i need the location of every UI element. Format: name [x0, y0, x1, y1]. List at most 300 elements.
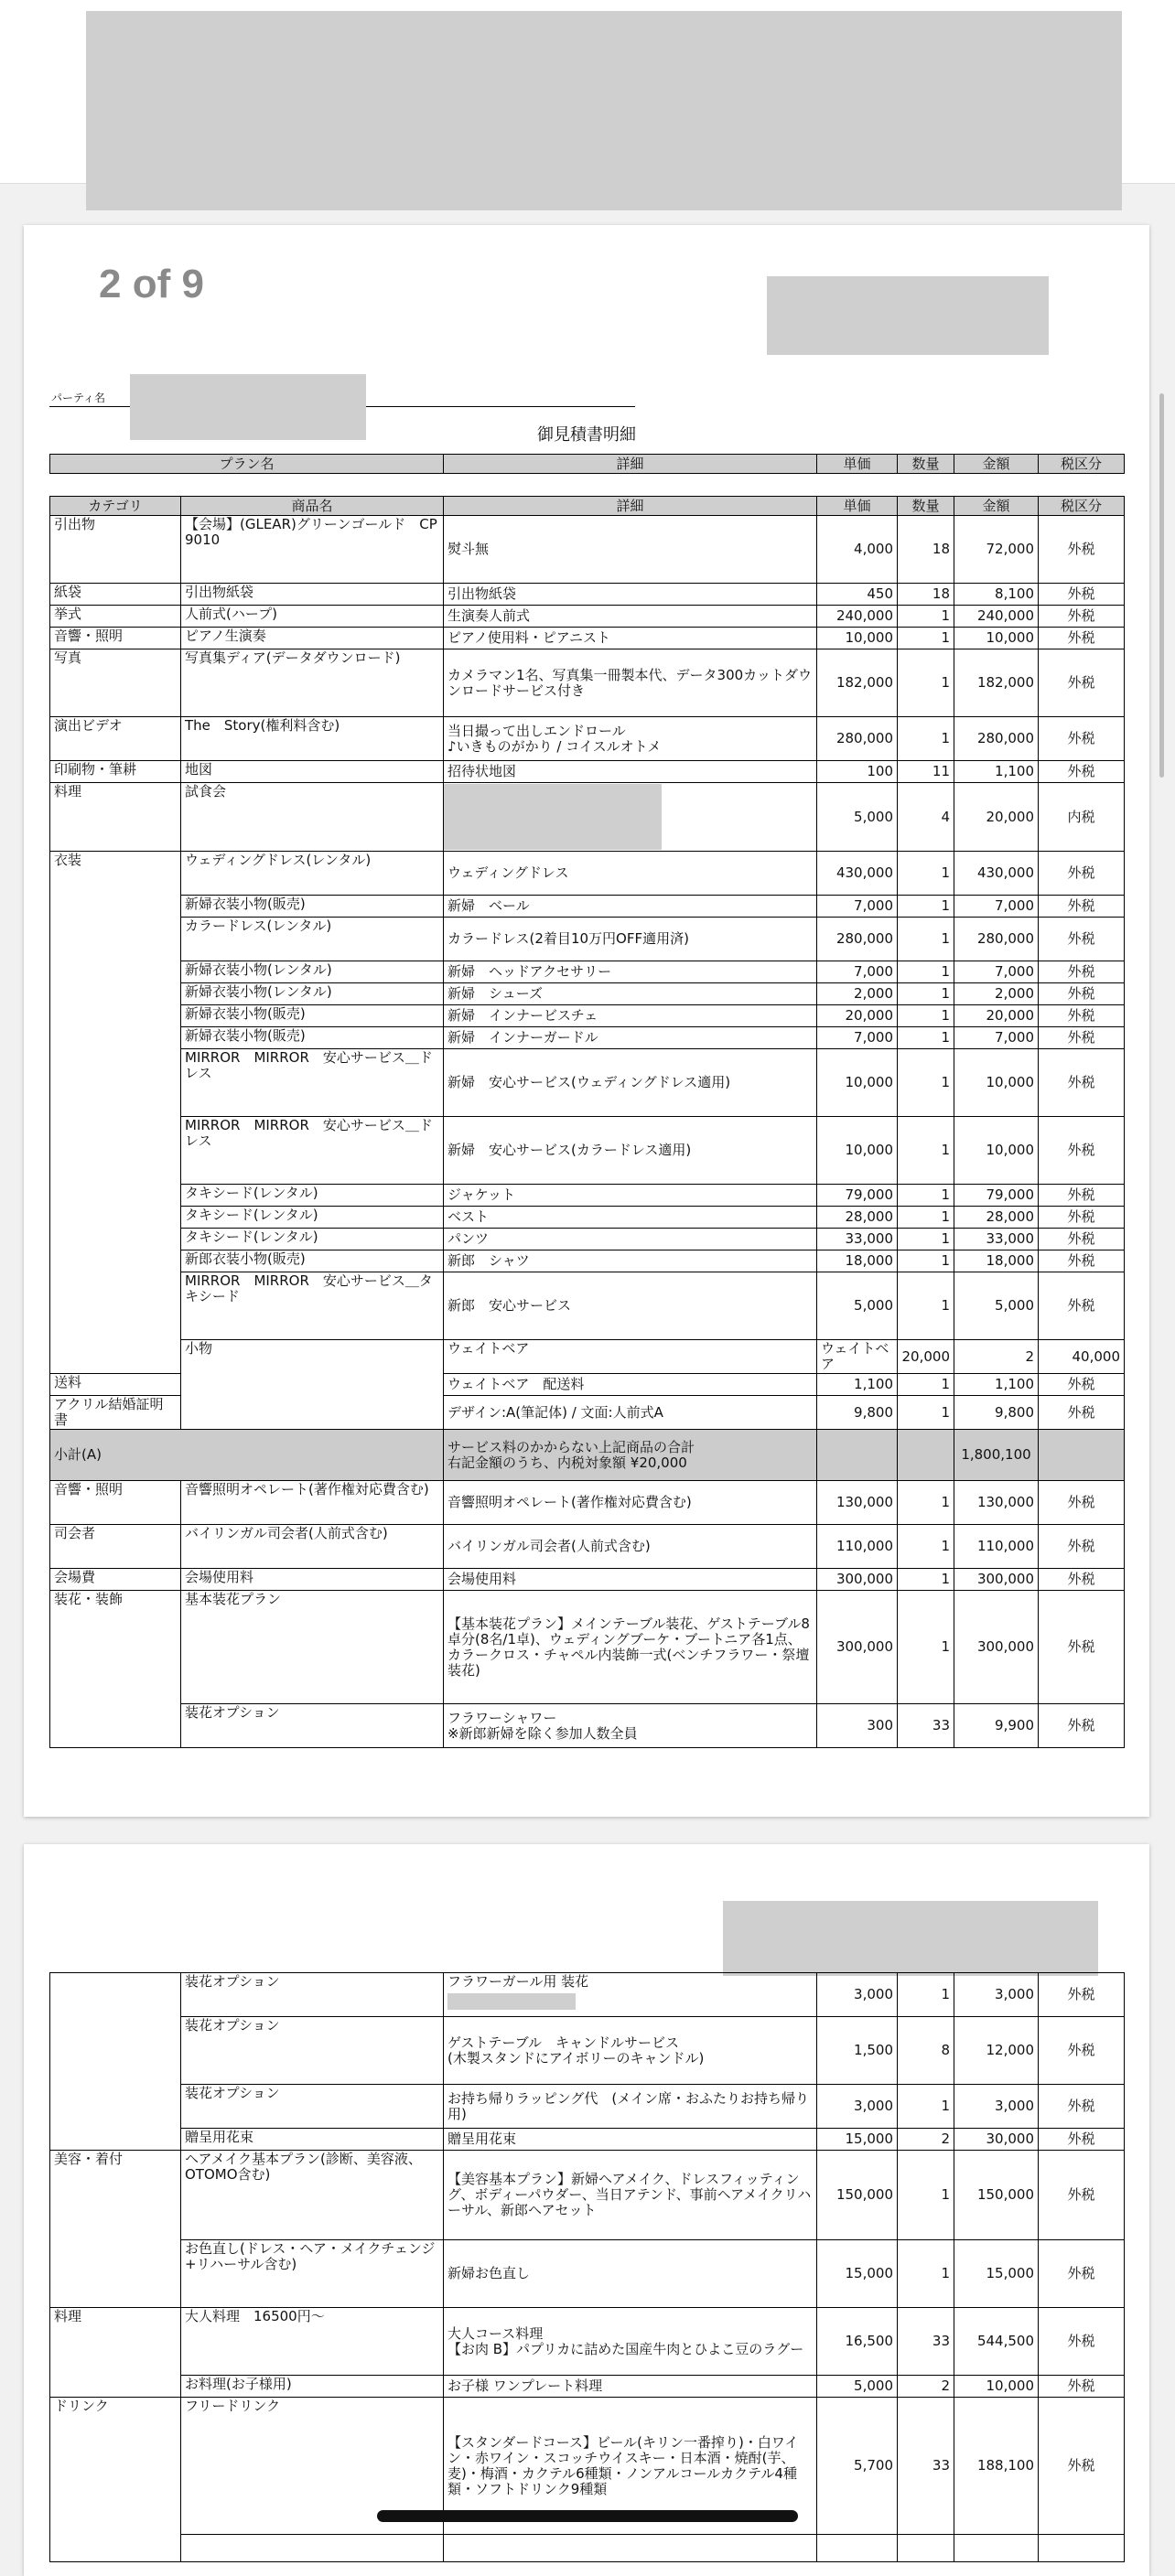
- table-row: [50, 1591, 1125, 1704]
- detail-cell: サービス料のかからない上記商品の合計 右記金額のうち、内税対象額 ¥20,000: [444, 1430, 817, 1481]
- category-cell: 紙袋: [50, 584, 181, 606]
- detail-cell: 招待状地図: [444, 761, 817, 783]
- tax-type-cell: 外税: [1039, 1185, 1125, 1207]
- category-cell: 小物: [181, 1340, 444, 1430]
- amount-cell: 79,000: [954, 1185, 1039, 1207]
- quantity-cell: 1: [898, 1027, 954, 1049]
- table-row: [50, 649, 1125, 717]
- item-name-cell: 大人料理 16500円〜: [181, 2308, 444, 2376]
- table-row: [50, 1049, 1125, 1117]
- tax-type-cell: 外税: [1039, 983, 1125, 1005]
- table-row: [50, 2308, 1125, 2376]
- amount-cell: 300,000: [954, 1591, 1039, 1704]
- table-row: [50, 516, 1125, 584]
- item-name-cell: 装花オプション: [181, 1704, 444, 1748]
- estimate-detail-table: [49, 496, 1125, 1748]
- table-row: [50, 2017, 1125, 2085]
- tax-type-cell: 内税: [1039, 783, 1125, 852]
- unit-price-cell: 15,000: [817, 2129, 898, 2151]
- unit-price-cell: 300,000: [817, 1569, 898, 1591]
- category-cell: 挙式: [50, 606, 181, 628]
- quantity-cell: 1: [898, 2151, 954, 2240]
- item-name-cell: 贈呈用花束: [181, 2129, 444, 2151]
- detail-cell: ジャケット: [444, 1185, 817, 1207]
- quantity-cell: 1: [898, 717, 954, 761]
- category-cell: 写真: [50, 649, 181, 717]
- detail-cell: ウェディングドレス: [444, 852, 817, 896]
- page-indicator: 2 of 9: [99, 262, 204, 306]
- tax-type-cell: 外税: [1039, 2151, 1125, 2240]
- price-cell: [817, 1430, 898, 1481]
- unit-price-cell: 110,000: [817, 1525, 898, 1569]
- tax-type-cell: 外税: [1039, 1396, 1125, 1430]
- table-row: [50, 628, 1125, 649]
- category-cell: 料理: [50, 783, 181, 852]
- amount-cell: 10,000: [954, 2376, 1039, 2398]
- table-row: [50, 1569, 1125, 1591]
- quantity-cell: 1: [898, 896, 954, 918]
- detail-cell: 新郎 シャツ: [444, 1250, 817, 1272]
- unit-price-cell: 28,000: [817, 1207, 898, 1229]
- tax-type-cell: 外税: [1039, 1250, 1125, 1272]
- item-name-cell: 装花オプション: [181, 2017, 444, 2085]
- tax-type-cell: 外税: [1039, 1591, 1125, 1704]
- detail-cell: バイリンガル司会者(人前式含む): [444, 1525, 817, 1569]
- quantity-cell: 1: [898, 2240, 954, 2308]
- category-cell: 印刷物・筆耕: [50, 761, 181, 783]
- column-header: 税区分: [1039, 455, 1125, 474]
- detail-cell: 大人コース料理 【お肉 B】パプリカに詰めた国産牛肉とひよこ豆のラグー: [444, 2308, 817, 2376]
- unit-price-cell: 4,000: [817, 516, 898, 584]
- item-name-cell: ピアノ生演奏: [181, 628, 444, 649]
- subtotal-row: [50, 1430, 1125, 1481]
- unit-price-cell: 10,000: [817, 628, 898, 649]
- amount-cell: 1,100: [954, 761, 1039, 783]
- unit-price-cell: 9,800: [817, 1396, 898, 1430]
- amount-cell: 430,000: [954, 852, 1039, 896]
- unit-price-cell: 240,000: [817, 606, 898, 628]
- item-name-cell: 新婦衣装小物(レンタル): [181, 983, 444, 1005]
- unit-price-cell: 130,000: [817, 1481, 898, 1525]
- quantity-cell: 8: [898, 2017, 954, 2085]
- table-row: [50, 2085, 1125, 2129]
- quantity-cell: 1: [898, 852, 954, 896]
- item-name-cell: 新婦衣装小物(販売): [181, 1005, 444, 1027]
- detail-cell: 新婦 インナービスチェ: [444, 1005, 817, 1027]
- table-row: [50, 2129, 1125, 2151]
- detail-cell: ピアノ使用料・ピアニスト: [444, 628, 817, 649]
- item-name-cell: お色直し(ドレス・ヘア・メイクチェンジ+リハーサル含む): [181, 2240, 444, 2308]
- pdf-page-3: [24, 1844, 1149, 2576]
- category-cell: 音響・照明: [50, 1481, 181, 1525]
- table-row: [50, 1704, 1125, 1748]
- tax-type-cell: 外税: [1039, 918, 1125, 961]
- unit-price-cell: 100: [817, 761, 898, 783]
- quantity-cell: 33: [898, 1704, 954, 1748]
- category-cell: 演出ビデオ: [50, 717, 181, 761]
- detail-cell: 熨斗無: [444, 516, 817, 584]
- column-header: 単価: [817, 455, 898, 474]
- unit-price-cell: 5,700: [817, 2398, 898, 2535]
- detail-cell: ウェイトベア: [817, 1340, 898, 1374]
- item-name-cell: 装花オプション: [181, 2085, 444, 2129]
- table-row: [50, 961, 1125, 983]
- table-row: [50, 1481, 1125, 1525]
- tax-type-cell: 外税: [1039, 961, 1125, 983]
- amount-cell: 280,000: [954, 918, 1039, 961]
- table-row: [50, 852, 1125, 896]
- item-name-cell: タキシード(レンタル): [181, 1207, 444, 1229]
- amount-cell: 20,000: [954, 783, 1039, 852]
- quantity-cell: 1: [898, 1229, 954, 1250]
- item-name-cell: 【会場】(GLEAR)グリーンゴールド CP 9010: [181, 516, 444, 584]
- detail-cell: 新婦 安心サービス(カラードレス適用): [444, 1117, 817, 1185]
- amount-cell: 150,000: [954, 2151, 1039, 2240]
- unit-price-cell: 33,000: [817, 1229, 898, 1250]
- quantity-cell: 2: [898, 2376, 954, 2398]
- detail-cell: フラワーガール用 装花: [444, 1973, 817, 2017]
- unit-price-cell: 150,000: [817, 2151, 898, 2240]
- item-name-cell: [181, 2535, 444, 2562]
- detail-cell: 新婦 ヘッドアクセサリー: [444, 961, 817, 983]
- unit-price-cell: 1,500: [817, 2017, 898, 2085]
- tax-type-cell: [1039, 2535, 1125, 2562]
- item-name-cell: お料理(お子様用): [181, 2376, 444, 2398]
- tax-type-cell: 外税: [1039, 2085, 1125, 2129]
- tax-type-cell: 外税: [1039, 1207, 1125, 1229]
- item-name-cell: 会場使用料: [181, 1569, 444, 1591]
- unit-price-cell: 2,000: [817, 983, 898, 1005]
- table-row: [50, 783, 1125, 852]
- quantity-cell: 33: [898, 2398, 954, 2535]
- quantity-cell: 1: [898, 1049, 954, 1117]
- item-name-cell: ウェイトベア: [444, 1340, 817, 1374]
- quantity-cell: 1: [898, 2085, 954, 2129]
- tax-type-cell: 外税: [1039, 584, 1125, 606]
- table-row: [50, 717, 1125, 761]
- category-cell: 装花・装飾: [50, 1591, 181, 1748]
- detail-cell: [444, 783, 817, 852]
- amount-cell: 240,000: [954, 606, 1039, 628]
- quantity-cell: 1: [898, 1005, 954, 1027]
- tax-type-cell: 外税: [1039, 852, 1125, 896]
- tax-type-cell: 外税: [1039, 717, 1125, 761]
- table-row: [50, 2535, 1125, 2562]
- column-header: 詳細: [444, 497, 817, 516]
- unit-price-cell: 10,000: [817, 1117, 898, 1185]
- tax-type-cell: 外税: [1039, 2376, 1125, 2398]
- quantity-cell: 1: [898, 649, 954, 717]
- detail-cell: デザイン:A(筆記体) / 文面:人前式A: [444, 1396, 817, 1430]
- table-row: [50, 1005, 1125, 1027]
- detail-cell: フラワーシャワー ※新郎新婦を除く参加人数全員: [444, 1704, 817, 1748]
- table-row: [50, 584, 1125, 606]
- tax-type-cell: 外税: [1039, 2308, 1125, 2376]
- tax-type-cell: 外税: [1039, 1049, 1125, 1117]
- quantity-cell: 1: [898, 606, 954, 628]
- quantity-cell: 1: [898, 1117, 954, 1185]
- table-row: [50, 2151, 1125, 2240]
- quantity-cell: [898, 2535, 954, 2562]
- item-name-cell: バイリンガル司会者(人前式含む): [181, 1525, 444, 1569]
- detail-cell: パンツ: [444, 1229, 817, 1250]
- table-row: [50, 1207, 1125, 1229]
- detail-cell: 新婦 安心サービス(ウェディングドレス適用): [444, 1049, 817, 1117]
- item-name-cell: 新婦衣装小物(販売): [181, 1027, 444, 1049]
- column-header: 数量: [898, 455, 954, 474]
- quantity-cell: 18: [898, 584, 954, 606]
- unit-price-cell: 15,000: [817, 2240, 898, 2308]
- tax-type-cell: 外税: [1039, 2017, 1125, 2085]
- item-name-cell: タキシード(レンタル): [181, 1185, 444, 1207]
- scrollbar-thumb[interactable]: [1159, 393, 1164, 778]
- unit-price-cell: 3,000: [817, 1973, 898, 2017]
- column-header: 金額: [954, 455, 1039, 474]
- tax-type-cell: 外税: [1039, 761, 1125, 783]
- quantity-cell: 1: [898, 1185, 954, 1207]
- item-name-cell: フリードリンク: [181, 2398, 444, 2535]
- table-row: [50, 1340, 1125, 1374]
- estimate-detail-table-continued: [49, 1972, 1125, 2562]
- amount-cell: 5,000: [954, 1272, 1039, 1340]
- previous-page-bottom: [0, 0, 1175, 184]
- item-name-cell: ヘアメイク基本プラン(診断、美容液、OTOMO含む): [181, 2151, 444, 2240]
- tax-type-cell: 外税: [1039, 2398, 1125, 2535]
- detail-cell: カメラマン1名、写真集一冊製本代、データ300カットダウンロードサービス付き: [444, 649, 817, 717]
- table-row: [50, 761, 1125, 783]
- amount-cell: 40,000: [1039, 1340, 1125, 1374]
- detail-cell: 引出物紙袋: [444, 584, 817, 606]
- unit-price-cell: 5,000: [817, 783, 898, 852]
- plan-header-table: [49, 454, 1125, 474]
- unit-price-cell: 1,100: [817, 1374, 898, 1396]
- item-name-cell: カラードレス(レンタル): [181, 918, 444, 961]
- table-row: [50, 2376, 1125, 2398]
- table-row: [50, 1973, 1125, 2017]
- item-name-cell: 人前式(ハープ): [181, 606, 444, 628]
- unit-price-cell: 5,000: [817, 2376, 898, 2398]
- amount-cell: 3,000: [954, 1973, 1039, 2017]
- tax-type-cell: 外税: [1039, 606, 1125, 628]
- quantity-cell: 1: [898, 1272, 954, 1340]
- quantity-cell: 1: [898, 628, 954, 649]
- unit-price-cell: 20,000: [898, 1340, 954, 1374]
- quantity-cell: 1: [898, 1207, 954, 1229]
- table-row: [50, 606, 1125, 628]
- amount-cell: 18,000: [954, 1250, 1039, 1272]
- tax-type-cell: 外税: [1039, 628, 1125, 649]
- amount-cell: 10,000: [954, 1117, 1039, 1185]
- amount-cell: 3,000: [954, 2085, 1039, 2129]
- quantity-cell: 1: [898, 1250, 954, 1272]
- unit-price-cell: 7,000: [817, 961, 898, 983]
- party-name-label: パーティ名: [51, 392, 106, 404]
- quantity-cell: 33: [898, 2308, 954, 2376]
- tax-type-cell: 外税: [1039, 516, 1125, 584]
- column-header: 税区分: [1039, 497, 1125, 516]
- item-name-cell: アクリル結婚証明書: [50, 1396, 181, 1430]
- item-name-cell: 新郎衣装小物(販売): [181, 1250, 444, 1272]
- item-name-cell: 写真集ディア(データダウンロード): [181, 649, 444, 717]
- category-cell: 会場費: [50, 1569, 181, 1591]
- quantity-cell: 1: [898, 1973, 954, 2017]
- amount-cell: 72,000: [954, 516, 1039, 584]
- unit-price-cell: 20,000: [817, 1005, 898, 1027]
- unit-price-cell: 280,000: [817, 918, 898, 961]
- amount-cell: 8,100: [954, 584, 1039, 606]
- item-name-cell: 新婦衣装小物(販売): [181, 896, 444, 918]
- tax-cell: [1039, 1430, 1125, 1481]
- amount-cell: 280,000: [954, 717, 1039, 761]
- quantity-cell: 2: [954, 1340, 1039, 1374]
- table-row: [50, 1229, 1125, 1250]
- quantity-cell: 1: [898, 1591, 954, 1704]
- unit-price-cell: 16,500: [817, 2308, 898, 2376]
- table-row: [50, 1185, 1125, 1207]
- unit-price-cell: 7,000: [817, 896, 898, 918]
- unit-price-cell: 300: [817, 1704, 898, 1748]
- column-header: 数量: [898, 497, 954, 516]
- amount-cell: 10,000: [954, 628, 1039, 649]
- table-row: [50, 1525, 1125, 1569]
- amount-cell: 9,800: [954, 1396, 1039, 1430]
- tax-type-cell: 外税: [1039, 1704, 1125, 1748]
- table-row: [50, 983, 1125, 1005]
- quantity-cell: 1: [898, 1374, 954, 1396]
- category-cell: 美容・着付: [50, 2151, 181, 2308]
- amount-cell: 182,000: [954, 649, 1039, 717]
- column-header: 単価: [817, 497, 898, 516]
- unit-price-cell: 10,000: [817, 1049, 898, 1117]
- detail-cell: 音響照明オペレート(著作権対応費含む): [444, 1481, 817, 1525]
- category-cell: 音響・照明: [50, 628, 181, 649]
- category-cell: 司会者: [50, 1525, 181, 1569]
- quantity-cell: 1: [898, 918, 954, 961]
- redacted-region: [447, 1993, 576, 2010]
- unit-price-cell: [817, 2535, 898, 2562]
- detail-cell: 会場使用料: [444, 1569, 817, 1591]
- detail-cell: ゲストテーブル キャンドルサービス (木製スタンドにアイボリーのキャンドル): [444, 2017, 817, 2085]
- amount-cell: 15,000: [954, 2240, 1039, 2308]
- item-name-cell: 基本装花プラン: [181, 1591, 444, 1704]
- quantity-cell: 2: [898, 2129, 954, 2151]
- detail-cell: 【スタンダードコース】ビール(キリン一番搾り)・白ワイン・赤ワイン・スコッチウイスキー・日本酒・焼酎(芋、麦)・梅酒・カクテル6種類・ノンアルコールカクテル4種類・ソフトドリンク9種類: [444, 2398, 817, 2535]
- redacted-region: [86, 11, 1122, 210]
- detail-cell: 生演奏人前式: [444, 606, 817, 628]
- unit-price-cell: 450: [817, 584, 898, 606]
- amount-cell: 188,100: [954, 2398, 1039, 2535]
- quantity-cell: 1: [898, 1396, 954, 1430]
- amount-cell: 544,500: [954, 2308, 1039, 2376]
- column-header: 金額: [954, 497, 1039, 516]
- document-title: 御見積書明細: [537, 425, 636, 445]
- item-name-cell: 音響照明オペレート(著作権対応費含む): [181, 1481, 444, 1525]
- tax-type-cell: 外税: [1039, 896, 1125, 918]
- detail-cell: ベスト: [444, 1207, 817, 1229]
- item-name-cell: 装花オプション: [181, 1973, 444, 2017]
- category-cell: 料理: [50, 2308, 181, 2398]
- tax-type-cell: 外税: [1039, 1374, 1125, 1396]
- unit-price-cell: 430,000: [817, 852, 898, 896]
- tax-type-cell: 外税: [1039, 1525, 1125, 1569]
- amount-cell: 1,100: [954, 1374, 1039, 1396]
- detail-cell: 新婦 インナーガードル: [444, 1027, 817, 1049]
- table-row: [50, 2240, 1125, 2308]
- item-name-cell: 引出物紙袋: [181, 584, 444, 606]
- column-header: プラン名: [50, 455, 444, 474]
- home-indicator[interactable]: [377, 2510, 798, 2522]
- item-name-cell: 送料: [50, 1374, 181, 1396]
- detail-cell: お持ち帰りラッピング代 (メイン席・おふたりお持ち帰り用): [444, 2085, 817, 2129]
- tax-type-cell: 外税: [1039, 1117, 1125, 1185]
- amount-cell: 10,000: [954, 1049, 1039, 1117]
- detail-cell: 新婦 ベール: [444, 896, 817, 918]
- amount-cell: 30,000: [954, 2129, 1039, 2151]
- unit-price-cell: 280,000: [817, 717, 898, 761]
- tax-type-cell: 外税: [1039, 649, 1125, 717]
- quantity-cell: 1: [898, 1525, 954, 1569]
- item-name-cell: MIRROR MIRROR 安心サービス＿ドレス: [181, 1117, 444, 1185]
- tax-type-cell: 外税: [1039, 1005, 1125, 1027]
- amount-cell: 28,000: [954, 1207, 1039, 1229]
- item-name-cell: MIRROR MIRROR 安心サービス＿タキシード: [181, 1272, 444, 1340]
- item-name-cell: タキシード(レンタル): [181, 1229, 444, 1250]
- detail-cell: 新婦 シューズ: [444, 983, 817, 1005]
- item-name-cell: 新婦衣装小物(レンタル): [181, 961, 444, 983]
- quantity-cell: 1: [898, 961, 954, 983]
- detail-cell: ウェイトベア 配送料: [444, 1374, 817, 1396]
- tax-type-cell: 外税: [1039, 1229, 1125, 1250]
- table-row: [50, 1272, 1125, 1340]
- unit-price-cell: 5,000: [817, 1272, 898, 1340]
- unit-price-cell: 300,000: [817, 1591, 898, 1704]
- column-header: カテゴリ: [50, 497, 181, 516]
- amount-cell: 300,000: [954, 1569, 1039, 1591]
- tax-type-cell: 外税: [1039, 2240, 1125, 2308]
- category-cell: [50, 1973, 181, 2151]
- item-name-cell: The Story(権利料含む): [181, 717, 444, 761]
- quantity-cell: 18: [898, 516, 954, 584]
- detail-cell: 新婦お色直し: [444, 2240, 817, 2308]
- amount-cell: [954, 2535, 1039, 2562]
- item-name-cell: 地図: [181, 761, 444, 783]
- tax-type-cell: 外税: [1039, 1481, 1125, 1525]
- amount-cell: 110,000: [954, 1525, 1039, 1569]
- detail-cell: カラードレス(2着目10万円OFF適用済): [444, 918, 817, 961]
- amount-cell: 9,900: [954, 1704, 1039, 1748]
- unit-price-cell: 18,000: [817, 1250, 898, 1272]
- category-cell: 衣装: [50, 852, 181, 1374]
- amount-cell: 20,000: [954, 1005, 1039, 1027]
- redacted-region: [767, 276, 1049, 355]
- redacted-region: [444, 784, 662, 850]
- quantity-cell: 1: [898, 1481, 954, 1525]
- amount-cell: 1,800,100: [954, 1430, 1039, 1481]
- table-row: [50, 896, 1125, 918]
- tax-type-cell: 外税: [1039, 1272, 1125, 1340]
- detail-cell: 【美容基本プラン】新婦ヘアメイク、ドレスフィッティング、ボディーパウダー、当日アテンド、事前ヘアメイクリハーサル、新郎ヘアセット: [444, 2151, 817, 2240]
- quantity-cell: 1: [898, 1569, 954, 1591]
- item-name-cell: MIRROR MIRROR 安心サービス＿ドレス: [181, 1049, 444, 1117]
- category-cell: ドリンク: [50, 2398, 181, 2562]
- category-cell: 引出物: [50, 516, 181, 584]
- unit-price-cell: 79,000: [817, 1185, 898, 1207]
- unit-price-cell: 7,000: [817, 1027, 898, 1049]
- amount-cell: 12,000: [954, 2017, 1039, 2085]
- tax-type-cell: 外税: [1039, 1569, 1125, 1591]
- amount-cell: 7,000: [954, 896, 1039, 918]
- column-header: 詳細: [444, 455, 817, 474]
